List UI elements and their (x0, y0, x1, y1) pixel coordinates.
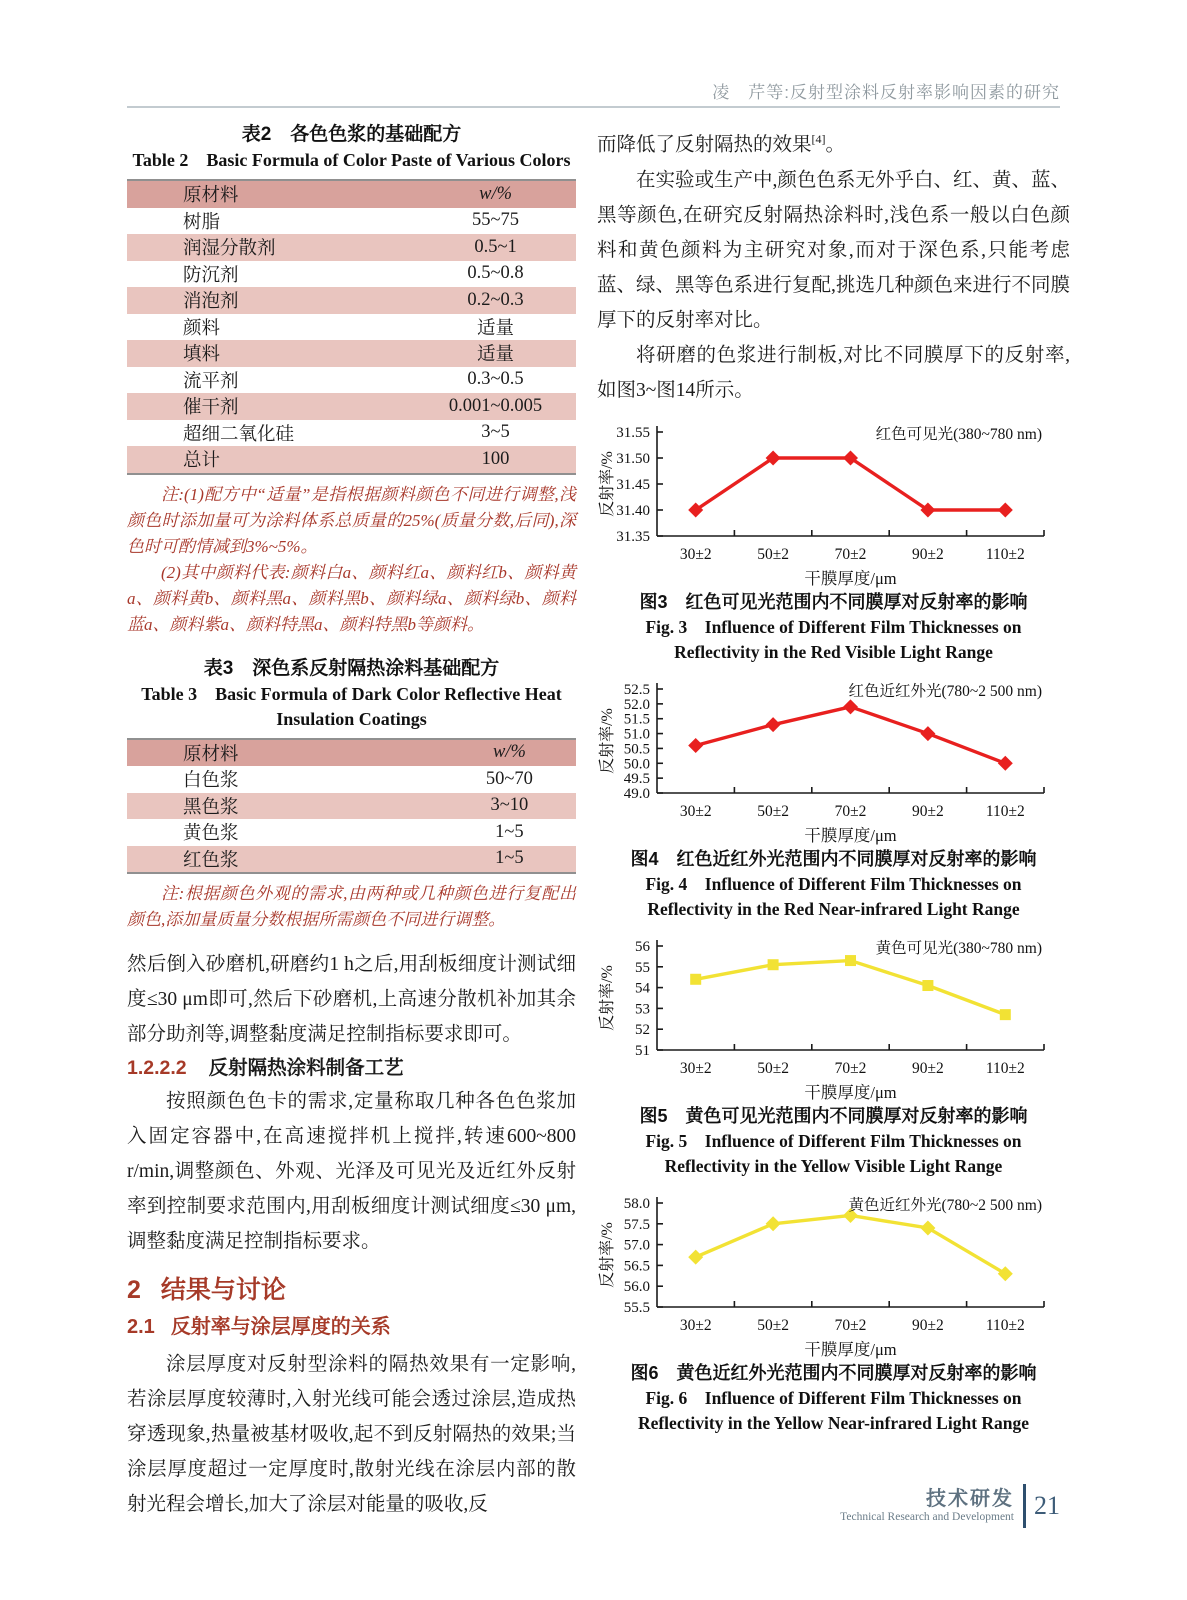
svg-text:红色可见光(380~780 nm): 红色可见光(380~780 nm) (875, 425, 1042, 443)
cell-value: 适量 (477, 318, 515, 339)
cell-value: 0.3~0.5 (467, 369, 524, 390)
svg-text:反射率/%: 反射率/% (599, 707, 616, 774)
cell-material: 总计 (183, 451, 221, 472)
heading-results (127, 1275, 576, 1305)
svg-text:30±2: 30±2 (679, 1059, 712, 1077)
table3-caption-en-2: Insulation Coatings (276, 708, 427, 729)
heading-text: 反射隔热涂料制备工艺 (208, 1057, 404, 1079)
cell-value: 1~5 (495, 848, 524, 869)
svg-text:31.35: 31.35 (616, 528, 650, 545)
svg-text:50±2: 50±2 (757, 1316, 789, 1334)
figure3-chart (597, 418, 1059, 588)
footer-divider (1023, 1484, 1026, 1528)
cell-material: 超细二氧化硅 (183, 424, 295, 445)
page-footer (840, 1484, 1060, 1528)
figure-6 (597, 1189, 1070, 1436)
svg-text:90±2: 90±2 (912, 802, 944, 820)
svg-text:干膜厚度/μm: 干膜厚度/μm (804, 568, 897, 588)
footer-section (840, 1488, 1014, 1525)
cell-value: 0.5~1 (474, 236, 517, 257)
figure4-chart (597, 675, 1059, 845)
svg-text:50±2: 50±2 (757, 545, 789, 563)
table3-caption-zh: 表3 深色系反射隔热涂料基础配方 (203, 657, 500, 679)
paragraph-grinding: 然后倒入砂磨机,研磨约1 h之后,用刮板细度计测试细度≤30 μm即可,然后下砂磨机,上高速分散机补加其余部分助剂等,调整黏度满足控制指标要求即可。 (127, 954, 576, 1045)
cell-material: 催干剂 (183, 398, 239, 419)
table-row (127, 340, 576, 367)
table2 (127, 179, 576, 475)
svg-text:110±2: 110±2 (985, 1059, 1025, 1077)
svg-text:黄色近红外光(780~2 500 nm): 黄色近红外光(780~2 500 nm) (848, 1196, 1042, 1214)
svg-text:110±2: 110±2 (985, 545, 1025, 563)
svg-text:干膜厚度/μm: 干膜厚度/μm (804, 1082, 897, 1102)
spacer (127, 933, 576, 947)
cell-material: 流平剂 (183, 371, 239, 392)
cell-material: 黄色浆 (183, 824, 239, 845)
cell-value: 3~10 (490, 795, 529, 816)
svg-text:反射率/%: 反射率/% (599, 964, 616, 1031)
cell-material: 颜料 (183, 318, 221, 339)
svg-text:50.0: 50.0 (623, 755, 650, 772)
cell-value: 3~5 (481, 422, 510, 443)
heading-text: 结果与讨论 (160, 1276, 286, 1304)
right-column (597, 122, 1070, 1436)
svg-text:51.5: 51.5 (623, 711, 650, 728)
figure5-caption-en-1: Fig. 5 Influence of Different Film Thicknesses on (645, 1130, 1022, 1151)
svg-text:70±2: 70±2 (834, 545, 867, 563)
figure6-chart (597, 1189, 1059, 1359)
svg-text:干膜厚度/μm: 干膜厚度/μm (804, 825, 897, 845)
paragraph-text: 。 (825, 134, 846, 156)
cell-material: 润湿分散剂 (183, 239, 276, 260)
heading-1-2-2-2 (127, 1052, 576, 1084)
table3-body (127, 739, 576, 874)
table-row (127, 261, 576, 288)
table-row (127, 420, 576, 447)
table2-caption-en: Table 2 Basic Formula of Color Paste of Various Colors (132, 150, 571, 170)
svg-text:57.5: 57.5 (623, 1216, 650, 1233)
cell-value: 50~70 (485, 768, 533, 789)
cell-value: 适量 (477, 345, 515, 366)
svg-text:31.45: 31.45 (616, 476, 650, 493)
svg-text:51.0: 51.0 (623, 726, 650, 743)
col-header-material: 原材料 (183, 744, 239, 765)
table2-note (127, 482, 576, 638)
svg-text:30±2: 30±2 (679, 1316, 712, 1334)
spacer (127, 638, 576, 656)
svg-text:反射率/%: 反射率/% (599, 450, 616, 517)
svg-text:55.5: 55.5 (623, 1299, 650, 1316)
table-row (127, 393, 576, 420)
svg-text:56: 56 (635, 938, 650, 955)
cell-material: 白色浆 (183, 771, 239, 792)
cell-material: 消泡剂 (183, 292, 239, 313)
heading-number: 2 (127, 1276, 141, 1304)
svg-text:干膜厚度/μm: 干膜厚度/μm (804, 1339, 897, 1359)
svg-text:53: 53 (635, 1000, 650, 1017)
svg-text:31.50: 31.50 (616, 450, 650, 467)
svg-text:52.0: 52.0 (623, 696, 650, 713)
svg-text:57.0: 57.0 (623, 1237, 650, 1254)
table-row (127, 314, 576, 341)
figure6-caption-zh: 图6 黄色近红外光范围内不同膜厚对反射率的影响 (630, 1362, 1037, 1383)
heading-text: 反射率与涂层厚度的关系 (170, 1316, 391, 1338)
svg-text:52.5: 52.5 (623, 681, 650, 698)
table-row (127, 766, 576, 793)
table-row (127, 446, 576, 474)
cell-value: 100 (481, 448, 510, 469)
cell-material: 黑色浆 (183, 797, 239, 818)
figure5-caption-en-2: Reflectivity in the Yellow Visible Light Range (664, 1155, 1003, 1176)
svg-text:51: 51 (635, 1042, 650, 1059)
paragraph-preparation: 按照颜色色卡的需求,定量称取几种各色色浆加入固定容器中,在高速搅拌机上搅拌,转速600~800 r/min,调整颜色、外观、光泽及可见光及近红外反射率到控制要求范围内,用刮板细度计测试细度≤30 μm,调整黏度满足控制指标要求。 (127, 1091, 576, 1252)
col-header-material: 原材料 (183, 186, 239, 207)
table3 (127, 738, 576, 875)
footer-section-zh: 技术研发 (926, 1487, 1014, 1510)
cell-material: 填料 (183, 345, 221, 366)
svg-text:70±2: 70±2 (834, 1316, 867, 1334)
heading-reflectivity-thickness (127, 1313, 576, 1341)
table2-caption-zh: 表2 各色色浆的基础配方 (241, 124, 462, 145)
cell-value: 0.001~0.005 (448, 395, 543, 416)
paragraph-continuation (597, 122, 1070, 163)
svg-text:90±2: 90±2 (912, 545, 944, 563)
paragraph-color-systems: 在实验或生产中,颜色色系无外乎白、红、黄、蓝、黑等颜色,在研究反射隔热涂料时,浅色系一般以白色颜料和黄色颜料为主研究对象,而对于深色系,只能考虑蓝、绿、黑等色系进行复配,挑选几种颜色来进行不同膜厚下的反射率对比。 (597, 169, 1070, 331)
table-row (127, 234, 576, 261)
svg-text:110±2: 110±2 (985, 802, 1025, 820)
cell-value: 0.5~0.8 (467, 263, 524, 284)
running-head: 凌 芹等:反射型涂料反射率影响因素的研究 (712, 83, 1060, 102)
cell-material: 红色浆 (183, 850, 239, 871)
col-header-wpercent: w/% (492, 742, 526, 763)
citation-4: [4] (811, 132, 826, 146)
svg-text:58.0: 58.0 (623, 1195, 650, 1212)
svg-text:30±2: 30±2 (679, 545, 712, 563)
table3-caption-en-1: Table 3 Basic Formula of Dark Color Reflective Heat (141, 683, 562, 704)
table-header-row (127, 739, 576, 767)
table-row (127, 846, 576, 874)
svg-text:黄色可见光(380~780 nm): 黄色可见光(380~780 nm) (875, 939, 1042, 957)
table3-note (127, 881, 576, 933)
svg-text:70±2: 70±2 (834, 802, 867, 820)
table2-note-1: 注:(1)配方中“适量”是指根据颜料颜色不同进行调整,浅颜色时添加量可为涂料体系总质量的25%(质量分数,后同),深色时可酌情减到3%~5%。 (127, 484, 576, 556)
cell-material: 树脂 (183, 212, 221, 233)
svg-text:49.0: 49.0 (623, 785, 650, 802)
cell-value: 1~5 (495, 821, 524, 842)
figure6-caption-en-1: Fig. 6 Influence of Different Film Thicknesses on (645, 1387, 1022, 1408)
table2-note-2: (2)其中颜料代表:颜料白a、颜料红a、颜料红b、颜料黄a、颜料黄b、颜料黑a、颜料黑b、颜料绿a、颜料绿b、颜料蓝a、颜料紫a、颜料特黑a、颜料特黑b等颜料。 (127, 562, 576, 634)
svg-text:反射率/%: 反射率/% (599, 1221, 616, 1288)
header-rule (127, 106, 1060, 108)
table-row (127, 208, 576, 235)
table-row (127, 367, 576, 394)
svg-text:56.5: 56.5 (623, 1257, 650, 1274)
figure3-caption-en-2: Reflectivity in the Red Visible Light Range (674, 641, 993, 662)
table-row (127, 793, 576, 820)
svg-text:70±2: 70±2 (834, 1059, 867, 1077)
svg-text:50.5: 50.5 (623, 740, 650, 757)
paragraph-film-comparison: 将研磨的色浆进行制板,对比不同膜厚下的反射率,如图3~图14所示。 (597, 344, 1070, 401)
figure4-caption-en-1: Fig. 4 Influence of Different Film Thicknesses on (645, 873, 1022, 894)
svg-text:31.40: 31.40 (616, 502, 650, 519)
cell-value: 55~75 (472, 210, 520, 231)
figure-4 (597, 675, 1070, 922)
table-row (127, 287, 576, 314)
svg-text:54: 54 (635, 980, 650, 997)
page-number: 21 (1034, 1491, 1060, 1520)
figure-3 (597, 418, 1070, 665)
svg-text:55: 55 (635, 959, 650, 976)
figure6-caption-en-2: Reflectivity in the Yellow Near-infrared Light Range (637, 1412, 1030, 1433)
paragraph-thickness-effect: 涂层厚度对反射型涂料的隔热效果有一定影响,若涂层厚度较薄时,入射光线可能会透过涂层,造成热穿透现象,热量被基材吸收,起不到反射隔热的效果;当涂层厚度超过一定厚度时,散射光线在涂层内部的散射光程会增长,加大了涂层对能量的吸收,反 (127, 1354, 576, 1515)
svg-text:30±2: 30±2 (679, 802, 712, 820)
svg-text:红色近红外光(780~2 500 nm): 红色近红外光(780~2 500 nm) (848, 682, 1042, 700)
figure3-caption-en-1: Fig. 3 Influence of Different Film Thicknesses on (645, 616, 1022, 637)
heading-number: 2.1 (127, 1316, 155, 1338)
svg-text:90±2: 90±2 (912, 1059, 944, 1077)
svg-text:56.0: 56.0 (623, 1278, 650, 1295)
figure-5 (597, 932, 1070, 1179)
svg-text:52: 52 (635, 1021, 650, 1038)
footer-section-en: Technical Research and Development (840, 1510, 1014, 1523)
svg-text:31.55: 31.55 (616, 424, 650, 441)
table3-note-text: 注:根据颜色外观的需求,由两种或几种颜色进行复配出颜色,添加量质量分数根据所需颜色不同进行调整。 (127, 884, 576, 929)
figure5-chart (597, 932, 1059, 1102)
svg-text:49.5: 49.5 (623, 770, 650, 787)
table-header-row (127, 180, 576, 208)
figure4-caption-en-2: Reflectivity in the Red Near-infrared Light Range (647, 898, 1020, 919)
table2-body (127, 180, 576, 474)
cell-material: 防沉剂 (183, 265, 239, 286)
table-row (127, 819, 576, 846)
figure5-caption-zh: 图5 黄色可见光范围内不同膜厚对反射率的影响 (639, 1105, 1028, 1126)
svg-text:110±2: 110±2 (985, 1316, 1025, 1334)
col-header-wpercent: w/% (479, 183, 512, 204)
figure4-caption-zh: 图4 红色近红外光范围内不同膜厚对反射率的影响 (630, 848, 1037, 869)
svg-text:90±2: 90±2 (912, 1316, 944, 1334)
left-column (127, 122, 576, 1522)
svg-text:50±2: 50±2 (757, 802, 789, 820)
cell-value: 0.2~0.3 (467, 289, 524, 310)
paragraph-text: 而降低了反射隔热的效果 (597, 134, 812, 156)
heading-number: 1.2.2.2 (127, 1057, 187, 1079)
figure3-caption-zh: 图3 红色可见光范围内不同膜厚对反射率的影响 (639, 591, 1028, 612)
svg-text:50±2: 50±2 (757, 1059, 789, 1077)
